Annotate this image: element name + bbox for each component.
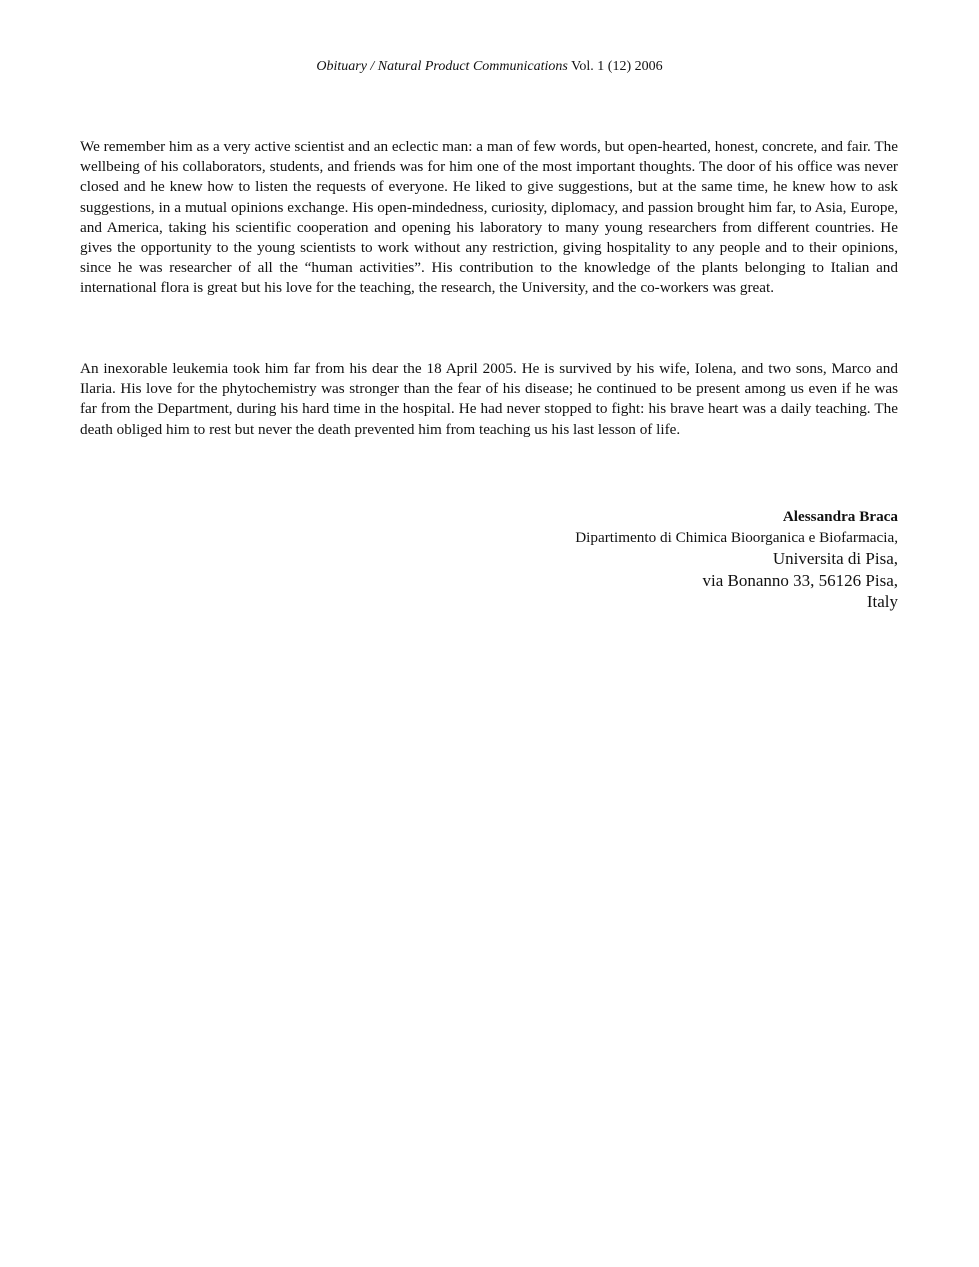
signature-block <box>575 507 898 613</box>
author-country: Italy <box>866 592 898 611</box>
author-university: Universita di Pisa, <box>772 549 898 568</box>
running-header <box>0 58 979 76</box>
journal-title: Obituary / Natural Product Communications <box>316 59 568 74</box>
author-name: Alessandra Braca <box>782 508 898 525</box>
author-department: Dipartimento di Chimica Bioorganica e Biofarmacia, <box>575 528 898 546</box>
body-paragraph-1: We remember him as a very active scientist and an eclectic man: a man of few words, but open-hearted, honest, concrete, and fair. The wellbeing of his collaborators, students, and friends was for him one of the most important thoughts. The door of his office was never closed and he knew how to listen the requests of everyone. He liked to give suggestions, but at the same time, he knew how to ask suggestions, in a mutual opinions exchange. His open-mindedness, curiosity, diplomacy, and passion brought him far, to Asia, Europe, and America, taking his scientific cooperation and opening his laboratory to many young researchers from different countries. He gives the opportunity to the young scientists to work without any restriction, giving hospitality to any people and to their opinions, since he was researcher of all the “human activities”. His contribution to the knowledge of the plants belonging to Italian and international flora is great but his love for the teaching, the research, the University, and the co-workers was great. <box>80 138 898 297</box>
body-paragraph-2: An inexorable leukemia took him far from his dear the 18 April 2005. He is survived by his wife, Iolena, and two sons, Marco and Ilaria. His love for the phytochemistry was stronger than the fear of his disease; he continued to be present among us even if he was far from the Department, during his hard time in the hospital. He had never stopped to fight: his brave heart was a daily teaching. The death obliged him to rest but never the death prevented him from teaching us his last lesson of life. <box>80 360 898 438</box>
volume-info: Vol. 1 (12) 2006 <box>567 59 663 74</box>
author-address: via Bonanno 33, 56126 Pisa, <box>702 570 898 590</box>
